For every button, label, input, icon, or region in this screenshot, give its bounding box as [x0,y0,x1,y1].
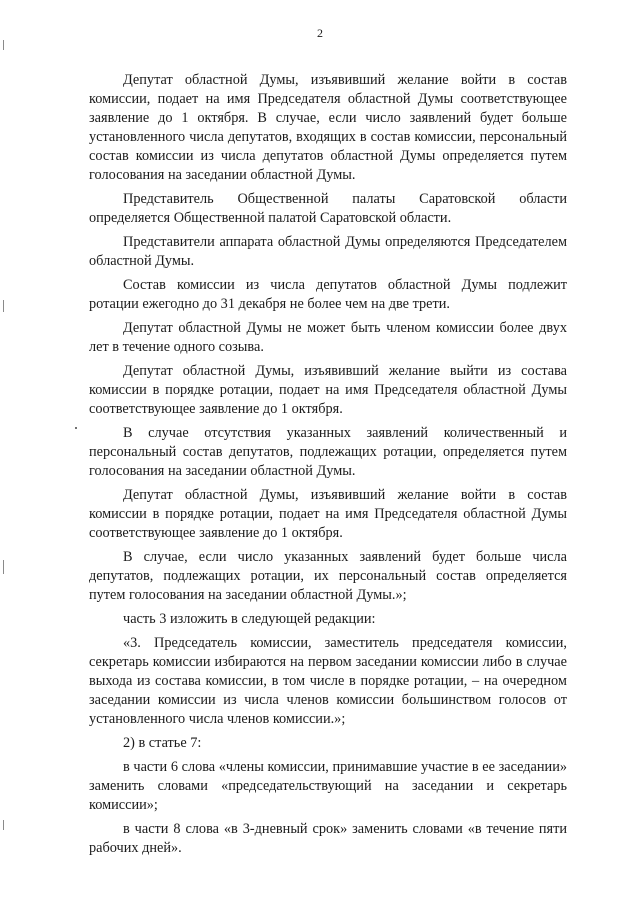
paragraph: 2) в статье 7: [123,735,202,751]
paragraph: в части 8 слова «в 3-дневный срок» заменить словами «в течение пяти рабочих дней». [89,821,567,856]
scan-speck [75,427,77,429]
scan-edge-mark [3,820,4,830]
paragraph: Представители аппарата областной Думы определяются Председателем областной Думы. [89,234,567,269]
paragraph: Депутат областной Думы не может быть членом комиссии более двух лет в течение одного созыва. [89,320,567,355]
paragraph: В случае, если число указанных заявлений будет больше числа депутатов, подлежащих ротации, их персональный состав определяется путем голосования на заседании областной Думы.»; [89,549,567,603]
paragraph: Депутат областной Думы, изъявивший желание войти в состав комиссии, подает на имя Председателя областной Думы соответствующее заявление до 1 октября. В случае, если число заявлений будет больше установленного числа депутатов, входящих в состав комиссии, персональный состав комиссии из числа депутатов областной Думы определяется путем голосования на заседании областной Думы. [89,72,567,183]
paragraph: Депутат областной Думы, изъявивший желание войти в состав комиссии в порядке ротации, подает на имя Председателя областной Думы соответствующее заявление до 1 октября. [89,487,567,541]
paragraph: Состав комиссии из числа депутатов областной Думы подлежит ротации ежегодно до 31 декабря не более чем на две трети. [89,277,567,312]
page-number: 2 [317,26,323,40]
paragraph: «3. Председатель комиссии, заместитель председателя комиссии, секретарь комиссии избираются на первом заседании комиссии либо в случае выхода из состава комиссии, в том числе в порядке ротации, – на очередном заседании комиссии из числа членов комиссии большинством голосов от установленного числа членов комиссии.»; [89,635,567,727]
paragraph: В случае отсутствия указанных заявлений количественный и персональный состав депутатов, подлежащих ротации, определяется путем голосования на заседании областной Думы. [89,425,567,479]
document-body [89,71,567,863]
paragraph: Депутат областной Думы, изъявивший желание выйти из состава комиссии в порядке ротации, подает на имя Председателя областной Думы соответствующее заявление до 1 октября. [89,363,567,417]
paragraph: в части 6 слова «члены комиссии, принимавшие участие в ее заседании» заменить словами «председательствующий на заседании и секретарь комиссии»; [89,759,567,813]
scan-edge-mark [3,560,4,574]
scan-edge-mark [3,40,4,50]
paragraph: Представитель Общественной палаты Саратовской области определяется Общественной палатой Саратовской области. [89,191,567,226]
paragraph: часть 3 изложить в следующей редакции: [123,611,376,627]
scan-edge-mark [3,300,4,312]
